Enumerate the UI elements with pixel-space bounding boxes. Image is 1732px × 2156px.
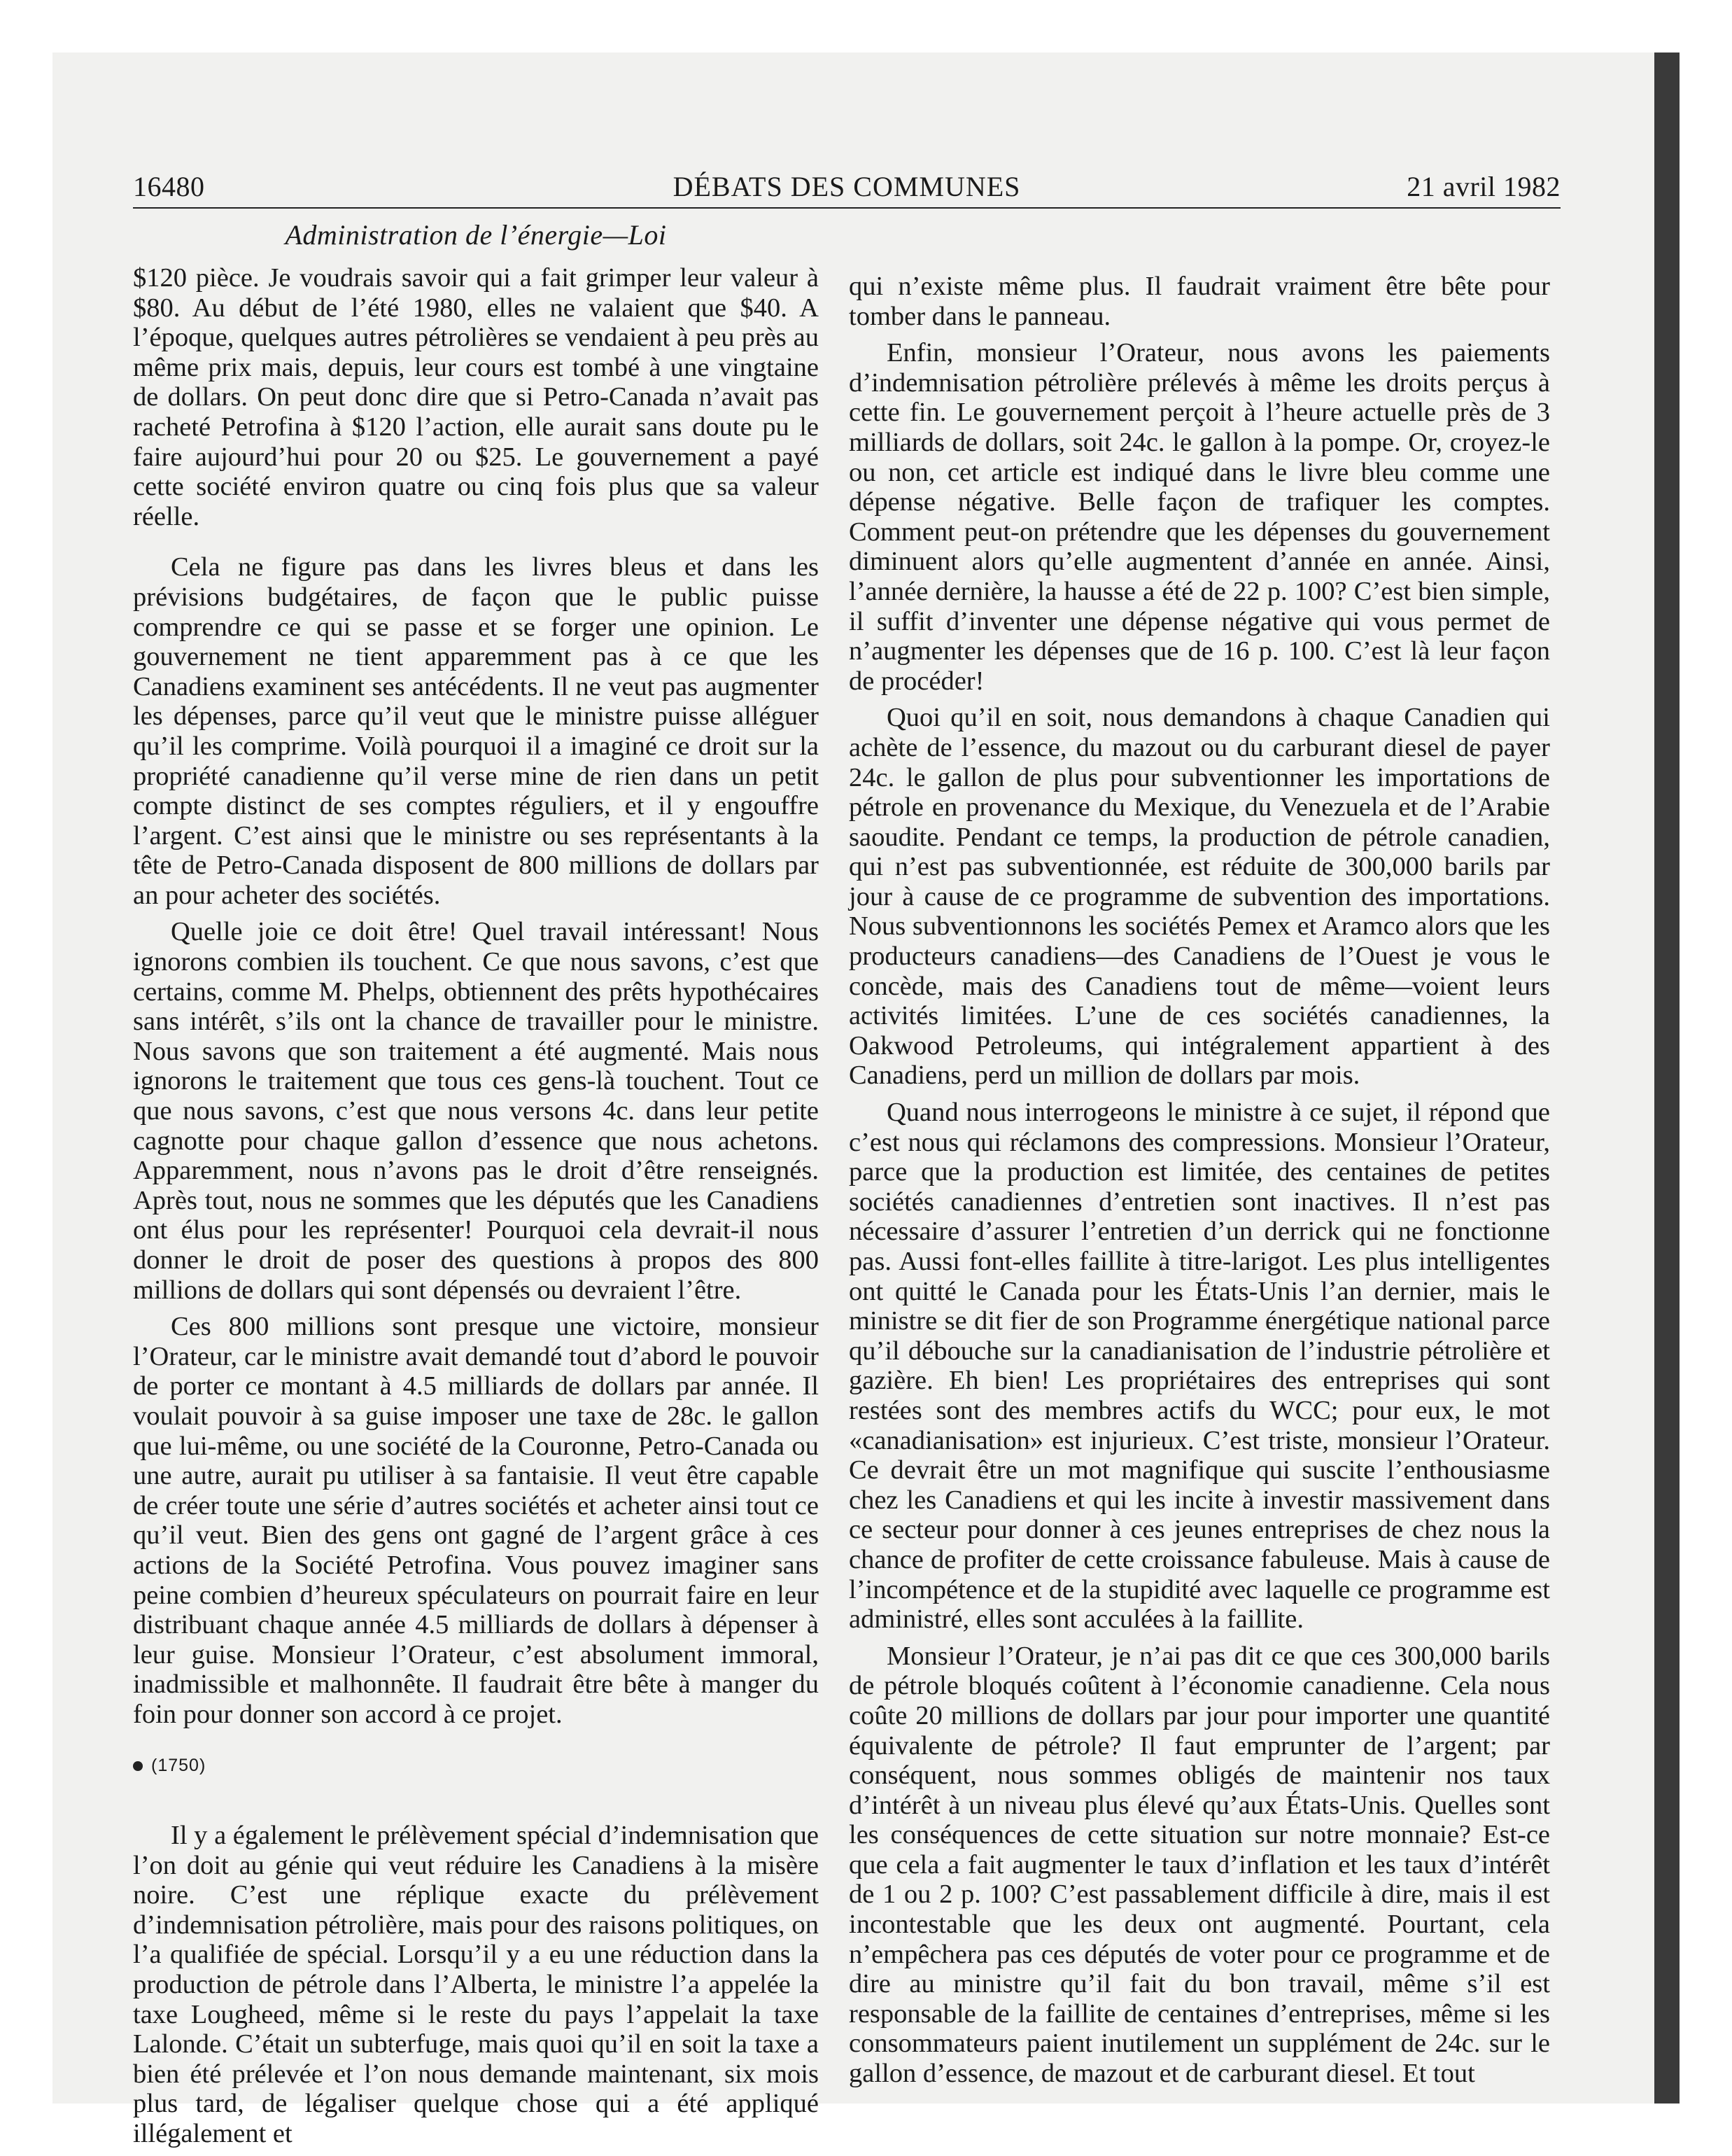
paragraph: qui n’existe même plus. Il faudrait vraiment être bête pour tomber dans le panneau.	[849, 272, 1550, 331]
paragraph: Quand nous interrogeons le ministre à ce sujet, il répond que c’est nous qui réclamons des compressions. Monsieur l’Orateur, parce que la production est limitée, des centaines de petites sociétés canadiennes d’entretien sont inactives. Il n’est pas nécessaire d’assurer l’entretien d’un derrick qui ne fonctionne pas. Aussi font-elles faillite à titre-larigot. Les plus intelligentes ont quitté le Canada pour les États-Unis l’an dernier, mais le ministre se dit fier de son Programme énergétique national parce qu’il débouche sur la canadianisation de l’industrie pétrolière et gazière. Eh bien! Les propriétaires des entreprises qui sont restées sont des membres actifs du WCC; pour eux, le mot «canadianisation» est injurieux. C’est triste, monsieur l’Orateur. Ce devrait être un mot magnifique qui suscite l’enthousiasme chez les Canadiens et qui les incite à investir massivement dans ce secteur pour donner à ces jeunes entreprises de chez nous la chance de profiter de cette croissance fabuleuse. Mais à cause de l’incompétence et de la stupidité avec laquelle ce programme est administré, elles sont acculées à la faillite.	[849, 1098, 1550, 1634]
paragraph: $120 pièce. Je voudrais savoir qui a fait grimper leur valeur à $80. Au début de l’été 1980, elles ne valaient que $40. A l’époque, quelques autres pétrolières se vendaient à peu près au même prix mais, depuis, leur cours est tombé à une vingtaine de dollars. On peut donc dire que si Petro-Canada n’avait pas racheté Petrofina à $120 l’action, elle aurait sans doute pu le faire aujourd’hui pour 20 ou $25. Le gouvernement a payé cette société environ quatre ou cinq fois plus que sa valeur réelle.	[133, 263, 819, 531]
right-column	[849, 272, 1550, 2096]
paragraph: Il y a également le prélèvement spécial d’indemnisation que l’on doit au génie qui veut réduire les Canadiens à la misère noire. C’est une réplique exacte du prélèvement d’indemnisation pétrolière, mais pour des raisons politiques, on l’a qualifiée de spécial. Lorsqu’il y a eu une réduction dans la production de pétrole dans l’Alberta, le ministre l’a appelée la taxe Lougheed, même si le reste du pays l’appelait la taxe Lalonde. C’était un subterfuge, mais quoi qu’il en soit la taxe a bien été prélevée et l’on nous demande maintenant, six mois plus tard, de légaliser quelque chose qui a été appliqué illégalement et	[133, 1821, 819, 2149]
scan-edge-bar	[1654, 52, 1680, 2104]
paragraph: Cela ne figure pas dans les livres bleus et dans les prévisions budgétaires, de façon que le public puisse comprendre ce qui se passe et se forger une opinion. Le gouvernement ne tient apparemment pas à ce que les Canadiens examinent ses antécédents. Il ne veut pas augmenter les dépenses, parce qu’il veut que le ministre puisse alléguer qu’il les comprime. Voilà pourquoi il a imaginé ce droit sur la propriété canadienne qu’il verse mine de rien dans un petit compte distinct de ses comptes réguliers, et il y engouffre l’argent. C’est ainsi que le ministre ou ses représentants à la tête de Petro-Canada disposent de 800 millions de dollars par an pour acheter des sociétés.	[133, 552, 819, 910]
timestamp-marker	[133, 1751, 819, 1781]
left-column	[133, 263, 819, 2156]
paragraph: Quelle joie ce doit être! Quel travail intéressant! Nous ignorons combien ils touchent. Ce que nous savons, c’est que certains, comme M. Phelps, obtiennent des prêts hypothécaires sans intérêt, s’ils ont la chance de travailler pour le ministre. Nous savons que son traitement a été augmenté. Mais nous ignorons le traitement que tous ces gens-là touchent. Tout ce que nous savons, c’est que nous versons 4c. dans leur petite cagnotte pour chaque gallon d’essence que nous achetons. Apparemment, nous n’avons pas le droit d’être renseignés. Après tout, nous ne sommes que les députés que les Canadiens ont élus pour les représenter! Pourquoi cela devrait-il nous donner le droit de poser des questions à propos des 800 millions de dollars qui sont dépensés ou devraient l’être.	[133, 917, 819, 1305]
section-subheading: Administration de l’énergie—Loi	[285, 219, 667, 251]
timestamp-text: (1750)	[151, 1755, 206, 1775]
bullet-icon	[133, 1761, 143, 1771]
page-header	[133, 168, 1561, 209]
page-number: 16480	[133, 171, 205, 202]
paragraph: Ces 800 millions sont presque une victoire, monsieur l’Orateur, car le ministre avait demandé tout d’abord le pouvoir de porter ce montant à 4.5 milliards de dollars par année. Il voulait pouvoir à sa guise imposer une taxe de 28c. le gallon que lui-même, ou une société de la Couronne, Petro-Canada ou une autre, aurait pu utiliser à sa fantaisie. Il veut être capable de créer toute une série d’autres sociétés et acheter ainsi tout ce qu’il veut. Bien des gens ont gagné de l’argent grâce à ces actions de la Société Petrofina. Vous pouvez imaginer sans peine combien d’heureux spéculateurs on pourrait faire en leur distribuant chaque année 4.5 milliards de dollars à dépenser à leur guise. Monsieur l’Orateur, c’est absolument immoral, inadmissible et malhonnête. Il faudrait être bête à manger du foin pour donner son accord à ce projet.	[133, 1312, 819, 1729]
paragraph: Enfin, monsieur l’Orateur, nous avons les paiements d’indemnisation pétrolière prélevés à même les droits perçus à cette fin. Le gouvernement perçoit à l’heure actuelle près de 3 milliards de dollars, soit 24c. le gallon à la pompe. Or, croyez-le ou non, cet article est indiqué dans le livre bleu comme une dépense négative. Belle façon de trafiquer les comptes. Comment peut-on prétendre que les dépenses du gouvernement diminuent alors qu’elle augmentent d’année en année. Ainsi, l’année dernière, la hausse a été de 22 p. 100? C’est bien simple, il suffit d’inventer une dépense négative qui vous permet de n’augmenter les dépenses que de 16 p. 100. C’est là leur façon de procéder!	[849, 338, 1550, 696]
issue-date: 21 avril 1982	[1407, 171, 1561, 202]
paragraph: Quoi qu’il en soit, nous demandons à chaque Canadien qui achète de l’essence, du mazout ou du carburant diesel de payer 24c. le gallon de plus pour subventionner les importations de pétrole en provenance du Mexique, du Venezuela et de l’Arabie saoudite. Pendant ce temps, la production de pétrole canadien, qui n’est pas subventionnée, est réduite de 300,000 barils par jour à cause de ce programme de subvention des importations. Nous subventionnons les sociétés Pemex et Aramco alors que les producteurs canadiens—des Canadiens de l’Ouest je vous le concède, mais des Canadiens tout de même—voient leurs activités limitées. L’une de ces sociétés canadiennes, la Oakwood Petroleums, qui intégralement appartient à des Canadiens, perd un million de dollars par mois.	[849, 703, 1550, 1091]
publication-title: DÉBATS DES COMMUNES	[673, 171, 1021, 202]
paragraph: Monsieur l’Orateur, je n’ai pas dit ce que ces 300,000 barils de pétrole bloqués coûtent à l’économie canadienne. Cela nous coûte 20 millions de dollars par jour pour importer une quantité équivalente de pétrole? Il faut emprunter de l’argent; par conséquent, nous sommes obligés de maintenir nos taux d’intérêt à un niveau plus élevé qu’aux États-Unis. Quelles sont les conséquences de cette situation sur notre monnaie? Est-ce que cela a fait augmenter le taux d’inflation et les taux d’intérêt de 1 ou 2 p. 100? C’est passablement difficile à dire, mais il est incontestable que les deux ont augmenté. Pourtant, cela n’empêchera pas ces députés de voter pour ce programme et de dire au ministre qu’il fait du bon travail, même s’il est responsable de la faillite de centaines d’entreprises, même si les consommateurs paient inutilement un supplément de 24c. sur le gallon d’essence, de mazout et de carburant diesel. Et tout	[849, 1641, 1550, 2089]
